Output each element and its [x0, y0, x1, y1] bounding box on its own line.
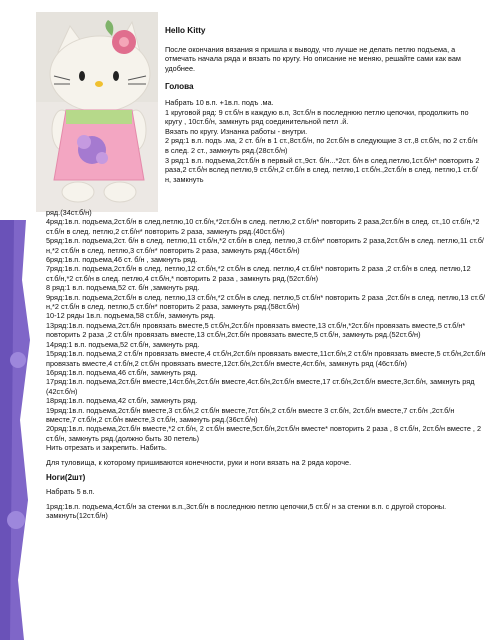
document-title: Hello Kitty	[165, 26, 206, 35]
row-instruction: 18ряд:1в.п. подъема,42 ст.б/н, замкнуть ряд.	[46, 396, 198, 406]
row-instruction: 17ряд:1в.п. подъема,2ст.б/н вместе,14ст.б/н,2ст.б/н вместе,4ст.б/н,2ст.б/н вместе,17 ст.б/н,2ст.б/н вместе,3ст.б/н, замкнуть ряд (42ст.б/н)	[46, 377, 475, 396]
head-line: Набрать 10 в.п. +1в.п. подъ .ма.	[165, 97, 274, 107]
row-instruction: 8 ряд:1 в.п. подъема,52 ст. б/н ,замкнуть ряд.	[46, 283, 200, 293]
head-section-title: Голова	[165, 82, 194, 92]
row-instruction: 16ряд:1в.п. подъема,46 ст.б/н, замкнуть ряд.	[46, 367, 198, 377]
row-instruction: 15ряд:1в.п. подъема,2 ст.б/н провязать вместе,4 ст.б/н,2ст.б/н провязать вместе,11ст.б/н,2 ст.б/н провязать вместе,5 ст.б/н,2ст.б/н провязать вместе,4 ст.б/н,2 ст.б/н провязать вместе,12ст.б/н,2ст.б/н вместе,4ст.б/н, замкнуть ряд (46ст.б/н)	[46, 349, 486, 368]
legs-line: Набрать 5 в.п.	[46, 487, 95, 497]
head-line: 3 ряд:1 в.п. подъема,2ст.б/н в первый ст.,9ст. б/н...*2ст. б/н в след.петлю,1ст.б/н* повторить 2 раза,2 ст.б/н вслед петлю,9 ст.б/н,2 ст.б/н в след. петлю,1 ст.б/н.,2ст.б/н в след. петлю,1 ст.б/н, замкнуть	[165, 155, 480, 184]
row-instruction: 4ряд:1в.п. подъема,2ст.б/н в след.петлю,10 ст.б/н,*2ст.б/н в след. петлю,2 ст.б/н* повторить 2 раза,2ст.б/н в след. ст.,10 ст.б/н,*2 ст.б/н в след. петлю,2 ст.б/н* повторить 2 раза, замкнуть ряд.(40ст.б/н)	[46, 217, 480, 236]
row-instruction: 5ряд:1в.п. подъема,2ст. б/н в след. петлю,11 ст.б/н,*2 ст.б/н в след. петлю,3 ст.б/н* повторить 2 раза,2ст.б/н в след. петлю,11 ст.б/н,*2 ст.б/н в след. петлю,3 ст.б/н* повторить 2 раза, замкнуть ряд.(46ст.б/н)	[46, 236, 484, 255]
row-instruction: ряд.(34ст.б/н)	[46, 208, 92, 217]
intro-block	[165, 26, 483, 184]
row-instruction: Нить отрезать и закрепить. Набить.	[46, 443, 167, 453]
row-instruction: 7ряд:1в.п. подъема,2ст.б/н в след. петлю,12 ст.б/н,*2 ст.б/н в след. петлю,4 ст.б/н* повторить 2 раза ,2 ст.б/н в след. петлю,12 ст.б/н,*2 ст.б/н в след. петлю,4 ст.б/н,* повторить 2 раза , замкнуть ряд.(52ст.б/н)	[46, 264, 471, 283]
row-instruction: 14ряд:1 в.п. подъема,52 ст.б/н, замкнуть ряд.	[46, 339, 200, 349]
intro-paragraph: После окончания вязания я пришла к выводу, что лучше не делать петлю подъема, а отмечать начала ряда и вязать по кругу. Но описание не меняю, решайте сами как вам удобнее.	[165, 44, 461, 73]
row-instruction: 13ряд:1в.п. подъема,2ст.б/н провязать вместе,5 ст.б/н,2ст.б/н провязать вместе,13 ст.б/н,*2ст.б/н провязать вместе,5 ст.б/н* повторить 2 раза ,2 ст.б/н провязать вместе,13 ст.б/н,2ст.б/н провязать вместе,5 ст.б/н, замкнуть ряд.(52ст.б/н)	[46, 320, 466, 340]
row-instruction: 20ряд:1в.п. подъема,2ст.б/н вместе,*2 ст.б/н, 2 ст.б/н вместе,5ст.б/н,2ст.б/н вместе* повторить 2 раза , 8 ст.б/н, 2ст.б/н вместе , 2 ст.б/н, замкнуть ряд.(должно быть 30 петель)	[46, 424, 482, 443]
row-instruction: 19ряд:1в.п. подъема,2ст.б/н вместе,3 ст.б/н,2 ст.б/н вместе,7ст.б/н,2 ст.б/н вместе 3 ст.б/н, 2ст.б/н вместе,7 ст.б/н ,2ст.б/н вместе,7 ст.б/н,2 ст.б/н вместе,3 ст.б/н, замкнуть ряд.(36ст.б/н)	[46, 405, 455, 424]
hello-kitty-doll-photo	[36, 12, 158, 212]
footer-note: Для туловища, к которому пришиваются конечности, руки и ноги вязать на 2 ряда короче.	[46, 457, 352, 467]
row-instruction: 6ряд:1в.п. подъема,46 ст. б/н , замкнуть ряд.	[46, 255, 198, 265]
legs-section-title: Ноги(2шт)	[46, 472, 86, 482]
row-instruction: 10-12 ряды 1в.п. подъема,58 ст.б/н, замкнуть ряд.	[46, 311, 216, 321]
head-line: Вязать по кругу. Изнанка работы - внутри.	[165, 126, 308, 136]
instructions-body	[46, 208, 486, 521]
legs-line: 1ряд:1в.п. подъема,4ст.б/н за стенки в.п.,3ст.б/н в последнюю петлю цепочки,5 ст.б/ н за стенки в.п. с другой стороны. замкнуть(12ст.б/н)	[46, 501, 447, 521]
head-line: 1 круговой ряд: 9 ст.б/н в каждую в.п, 3ст.б/н в последнюю петлю цепочки, продолжить по кругу , 10ст.б/н, замкнуть ряд соединительной петл .й.	[165, 107, 469, 127]
decorative-purple-stripe	[0, 220, 32, 640]
head-line: 2 ряд:1 в.п. подъ .ма, 2 ст. б/н в 1 ст.,8ст.б/н, по 2ст.б/н в следующие 3 ст.,8 ст.б/н, по 2 ст.б/н в след. 2 ст., замкнуть ряд.(28ст.б/н)	[165, 136, 478, 155]
row-instruction: 9ряд:1в.п. подъема,2ст.б/н в след. петлю,13 ст.б/н,*2 ст.б/н в след. петлю,5 ст.б/н* повторить 2 раза ,2ст.б/н в след. петлю,13 ст.б/н,*2 ст.б/н в след. петлю,5 ст.б/н* повторить 2 раза, замкнуть ряд.(58ст.б/н)	[46, 292, 486, 312]
